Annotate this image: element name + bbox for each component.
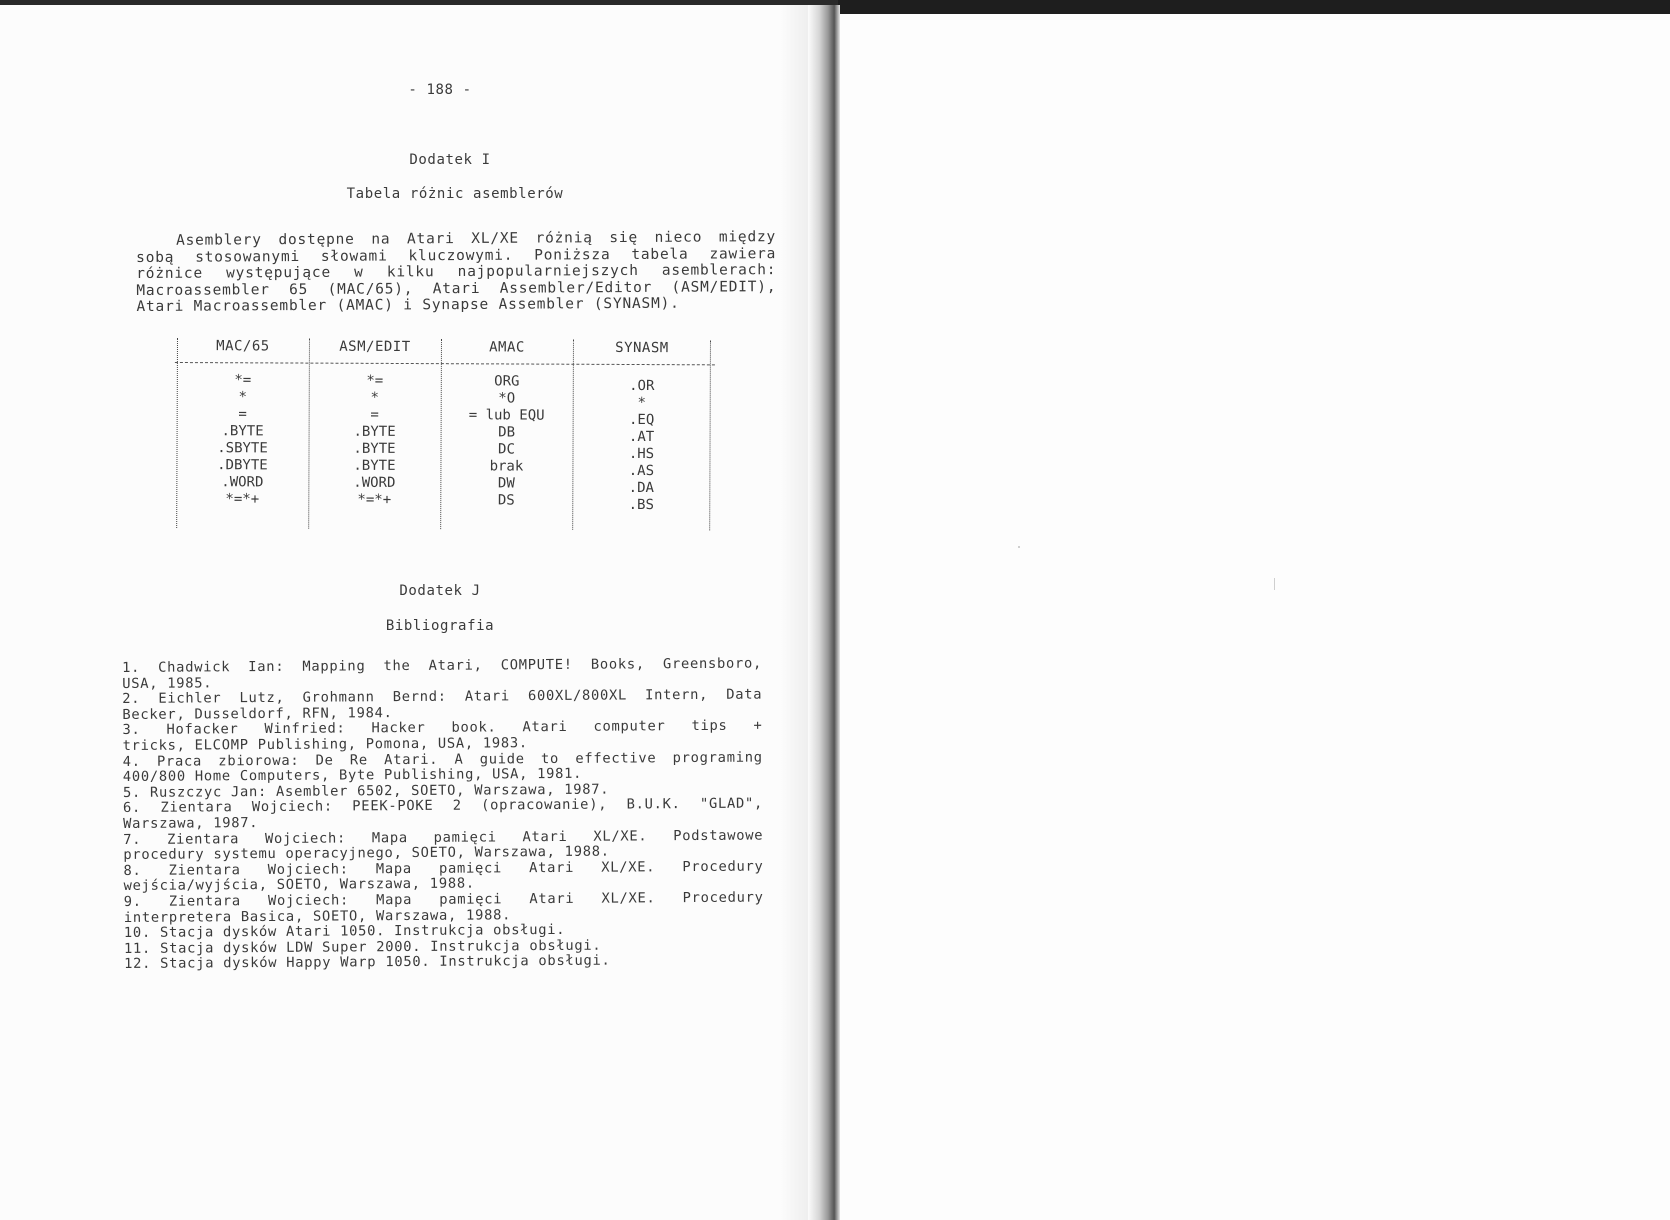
table-cell: DC <box>498 441 515 458</box>
table-cell: *=*+ <box>225 491 260 508</box>
table-cell: .SBYTE <box>217 440 268 457</box>
table-cell: .BYTE <box>353 457 396 474</box>
table-column-synasm <box>578 378 705 515</box>
bibliography-line: 3. Hofacker Winfried: Hacker book. Atari computer tips + <box>122 717 763 739</box>
scan-top-edge-right <box>838 0 1670 14</box>
table-cell: *=*+ <box>357 491 392 508</box>
table-cell: .BS <box>628 496 654 514</box>
table-cell: = <box>370 406 379 423</box>
table-cell: .DA <box>628 479 655 497</box>
table-cell: DB <box>498 424 516 441</box>
appendix-j-title: Bibliografia <box>385 618 495 634</box>
paragraph-line: Atari Macroassembler (AMAC) i Synapse Assembler (SYNASM). <box>136 295 680 315</box>
bibliography-list <box>122 657 764 973</box>
table-cell: * <box>637 395 646 412</box>
table-cell: .DBYTE <box>217 457 268 474</box>
table-cell: * <box>370 389 379 406</box>
table-cell: * <box>238 389 247 406</box>
table-header-amac <box>447 339 567 362</box>
table-header-cell: SYNASM <box>615 339 669 357</box>
gutter-shadow <box>780 5 810 1220</box>
table-header-row <box>175 338 715 362</box>
table-cell: .AT <box>628 428 655 446</box>
bibliography-line: 10. Stacja dysków Atari 1050. Instrukcja obsługi. <box>123 922 566 942</box>
table-header-cell: MAC/65 <box>216 338 270 355</box>
table-column-amac <box>446 373 567 510</box>
bibliography-line: procedury systemu operacyjnego, SOETO, Warszawa, 1988. <box>123 843 610 864</box>
appendix-i-title: Tabela różnic asemblerów <box>346 186 564 202</box>
table-cell: brak <box>489 458 524 475</box>
table-cell: .OR <box>629 377 655 395</box>
table-header-synasm <box>579 340 705 363</box>
table-cell: = lub EQU <box>468 407 545 424</box>
bibliography-line: wejścia/wyjścia, SOETO, Warszawa, 1988. <box>123 875 475 895</box>
table-cell: .EQ <box>628 411 655 429</box>
bibliography-line: USA, 1985. <box>122 674 213 692</box>
table-header-rule <box>175 362 715 367</box>
bibliography-line: tricks, ELCOMP Publishing, Pomona, USA, 1983. <box>122 735 528 754</box>
table-cell: *= <box>366 372 384 389</box>
table-cell: = <box>238 406 247 423</box>
table-header-asmedit <box>315 339 435 362</box>
bibliography-line: 7. Zientara Wojciech: Mapa pamięci Atari XL/XE. Podstawowe <box>123 827 764 848</box>
paragraph-line: sobą stosowanymi słowami kluczowymi. Poniższa tabela zawiera <box>136 245 777 266</box>
table-cell: .HS <box>628 445 655 463</box>
table-header-mac65 <box>183 338 303 361</box>
appendix-i-heading: Dodatek I <box>409 152 491 168</box>
paragraph-line: różnice występujące w kilku najpopularniejszych asemblerach: <box>136 262 777 282</box>
paper-speck <box>1018 546 1020 548</box>
table-cell: .AS <box>628 462 655 480</box>
appendix-j-heading: Dodatek J <box>399 583 481 599</box>
page-number: - 188 - <box>408 82 472 98</box>
bibliography-line: 5. Ruszczyc Jan: Asembler 6502, SOETO, Warszawa, 1987. <box>122 781 610 801</box>
table-cell: DW <box>497 475 515 492</box>
table-column-mac65 <box>182 372 303 509</box>
paper-speck <box>1274 578 1275 590</box>
bibliography-line: 6. Zientara Wojciech: PEEK-POKE 2 (opracowanie), B.U.K. "GLAD", <box>122 795 764 817</box>
table-cell: .BYTE <box>353 440 396 457</box>
table-cell: .BYTE <box>353 423 396 440</box>
table-cell: .WORD <box>221 474 264 491</box>
bibliography-line: 4. Praca zbiorowa: De Re Atari. A guide to effective programing <box>122 749 763 770</box>
paragraph-line: Asemblery dostępne na Atari XL/XE różnią się nieco między <box>175 229 777 249</box>
table-header-cell: AMAC <box>489 339 525 356</box>
right-page-blank <box>840 5 1670 1220</box>
table-cell: .BYTE <box>221 423 264 440</box>
bibliography-line: 1. Chadwick Ian: Mapping the Atari, COMPUTE! Books, Greensboro, <box>121 655 763 676</box>
table-cell: DS <box>497 492 515 509</box>
bibliography-line: Becker, Dusseldorf, RFN, 1984. <box>122 704 393 723</box>
table-cell: *O <box>498 390 516 407</box>
bibliography-line: 9. Zientara Wojciech: Mapa pamięci Atari XL/XE. Procedury <box>123 889 764 910</box>
assembler-differences-table <box>175 338 715 514</box>
bibliography-line: interpretera Basica, SOETO, Warszawa, 1988. <box>123 906 512 926</box>
bibliography-line: Warszawa, 1987. <box>123 814 259 832</box>
intro-paragraph <box>136 229 776 315</box>
bibliography-line: 11. Stacja dysków LDW Super 2000. Instrukcja obsługi. <box>123 937 602 957</box>
table-cell: .WORD <box>353 474 396 491</box>
paragraph-line: Macroassembler 65 (MAC/65), Atari Assembler/Editor (ASM/EDIT), <box>136 278 777 299</box>
bibliography-line: 400/800 Home Computers, Byte Publishing, USA, 1981. <box>122 765 583 786</box>
book-gutter <box>808 5 840 1220</box>
table-body <box>175 372 715 514</box>
bibliography-line: 2. Eichler Lutz, Grohmann Bernd: Atari 600XL/800XL Intern, Data <box>122 686 763 708</box>
bibliography-line: 12. Stacja dysków Happy Warp 1050. Instrukcja obsługi. <box>124 952 611 973</box>
table-cell: ORG <box>494 373 520 390</box>
table-cell: *= <box>234 372 252 389</box>
bibliography-line: 8. Zientara Wojciech: Mapa pamięci Atari XL/XE. Procedury <box>123 858 764 879</box>
table-column-asmedit <box>314 373 435 510</box>
table-header-cell: ASM/EDIT <box>339 338 411 356</box>
